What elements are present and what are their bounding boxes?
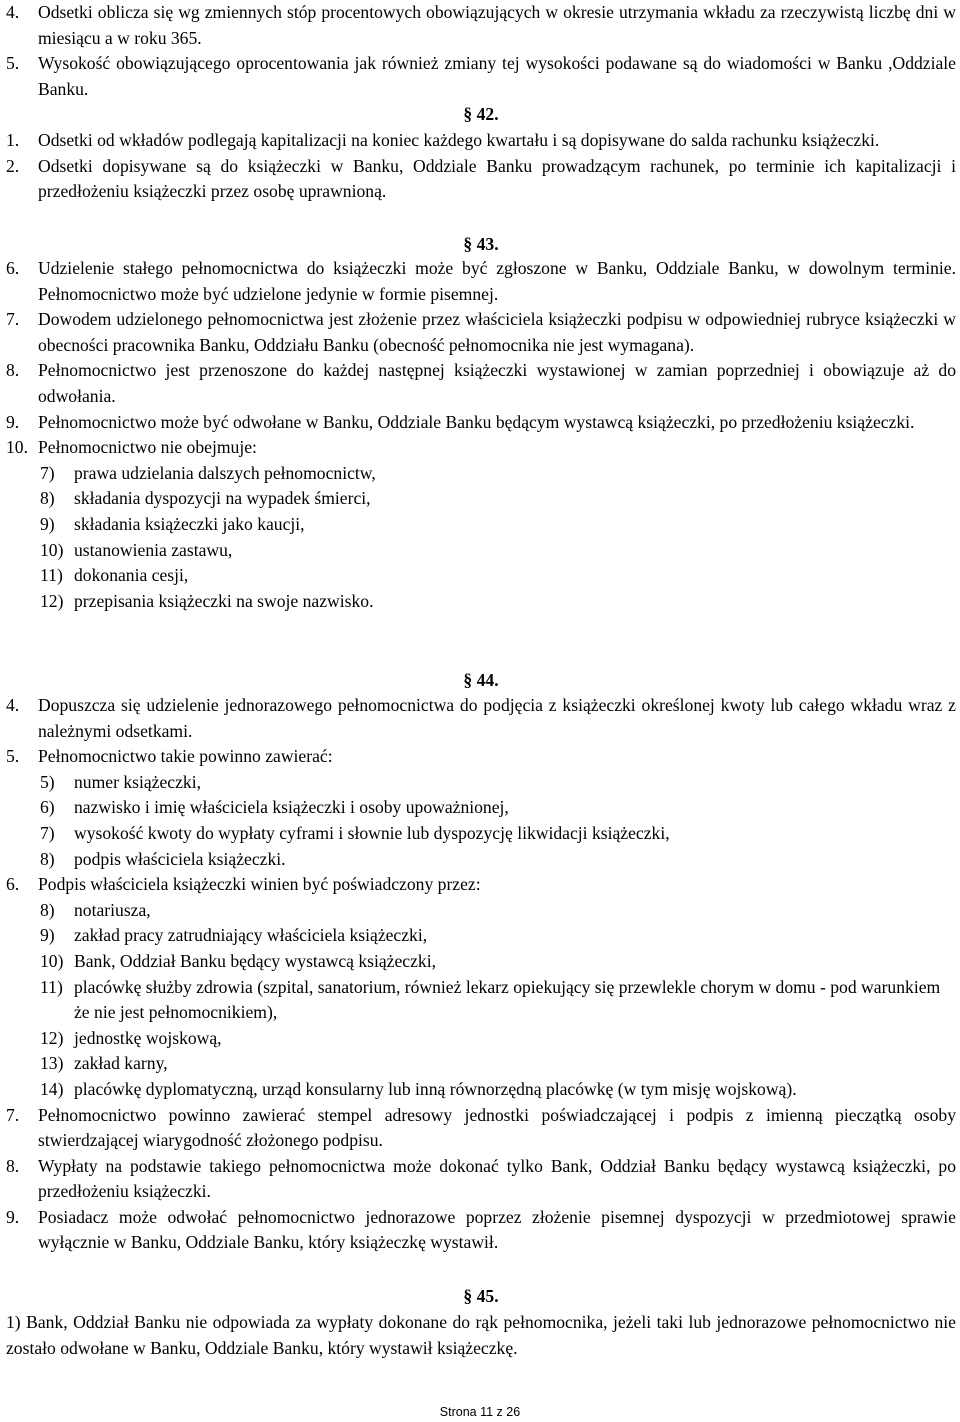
item-number: 8.: [6, 1155, 20, 1176]
paragraph-45: 1) Bank, Oddział Banku nie odpowiada za wypłaty dokonane do rąk pełnomocnika, jeżeli taki lub jednorazowe pełnomocnictwo nie zostało odwołane w Banku, Oddziale Banku, który wystawił książeczkę.: [6, 1312, 956, 1358]
list-item: [6, 1103, 956, 1154]
item-number: 4.: [6, 695, 20, 715]
list-item: [6, 154, 956, 205]
sub-list-item: [40, 563, 956, 589]
sub-item-text: dokonania cesji,: [74, 565, 189, 586]
item-text: Dopuszcza się udzielenie jednorazowego pełnomocnictwa do podjęcia z książeczki określonej kwoty lub całego wkładu wraz z należnymi odsetkami.: [38, 695, 956, 741]
list-item: [6, 1205, 956, 1256]
item-text: Odsetki dopisywane są do książeczki w Banku, Oddziale Banku prowadzącym rachunek, po terminie ich kapitalizacji i przedłożeniu książeczki przez osobę uprawnioną.: [38, 155, 956, 202]
sub-list-item: [40, 770, 956, 796]
sub-item-text: placówkę dyplomatyczną, urząd konsularny lub inną równorzędną placówkę (w tym misję wojskową).: [74, 1078, 797, 1099]
sub-item-text: placówkę służby zdrowia (szpital, sanatorium, również lekarz opiekujący się przewlekle chorym w domu - pod warunkiem że nie jest pełnomocnikiem),: [74, 976, 941, 1023]
sub-item-number: 5): [40, 771, 55, 792]
item-text: Posiadacz może odwołać pełnomocnictwo jednorazowe poprzez złożenie pisemnej dyspozycji w przedmiotowej sprawie wyłącznie w Banku, Oddziale Banku, który książeczkę wystawił.: [38, 1206, 956, 1253]
sub-item-number: 7): [40, 462, 55, 483]
sub-item-text: prawa udzielania dalszych pełnomocnictw,: [74, 462, 376, 483]
item-number: 6.: [6, 874, 20, 895]
sub-list-item: [40, 795, 956, 821]
sub-item-text: wysokość kwoty do wypłaty cyframi i słownie lub dyspozycję likwidacji książeczki,: [74, 822, 670, 843]
section-heading-44: § 44.: [463, 670, 499, 690]
item-number: 10.: [6, 437, 28, 458]
list-item: [6, 1154, 956, 1205]
item-text: Podpis właściciela książeczki winien być poświadczony przez:: [38, 874, 481, 895]
page-footer: Strona 11 z 26: [439, 1405, 521, 1419]
list-item: [6, 0, 956, 51]
list-item: [6, 358, 956, 409]
sub-item-text: składania książeczki jako kaucji,: [74, 513, 305, 534]
sub-list-item: [40, 949, 956, 975]
list-c: [6, 256, 956, 614]
sub-list-item: [40, 461, 956, 487]
item-text: Odsetki od wkładów podlegają kapitalizacji na koniec każdego kwartału i są dopisywane do salda rachunku książeczki.: [38, 130, 880, 150]
list-item: [6, 410, 956, 436]
list-item: [6, 307, 956, 358]
item-text: Pełnomocnictwo jest przenoszone do każdej następnej książeczki wystawionej w zamian poprzedniej i obowiązuje aż do odwołania.: [38, 360, 956, 406]
sub-item-number: 11): [40, 565, 63, 586]
sub-item-number: 7): [40, 822, 55, 843]
sub-item-number: 11): [40, 976, 63, 997]
item-text: Dowodem udzielonego pełnomocnictwa jest złożenie przez właściciela książeczki podpisu w odpowiedniej rubryce książeczki w obecności pracownika Banku, Oddziału Banku (obecność pełnomocnika nie jest wymagana).: [38, 309, 956, 355]
item-number: 7.: [6, 309, 20, 330]
item-text: Udzielenie stałego pełnomocnictwa do książeczki może być zgłoszone w Banku, Oddziale Banku, w dowolnym terminie. Pełnomocnictwo może być udzielone jedynie w formie pisemnej.: [38, 258, 956, 304]
list-item: [6, 693, 956, 744]
list-d: [6, 693, 956, 1256]
sub-item-number: 9): [40, 513, 55, 534]
item-number: 5.: [6, 53, 20, 74]
sub-item-text: notariusza,: [74, 899, 151, 920]
item-number: 9.: [6, 1206, 20, 1227]
list-item: [6, 435, 956, 461]
item-text: Pełnomocnictwo powinno zawierać stempel adresowy jednostki poświadczającej i podpis z imienną pieczątką osoby stwierdzającej wiarygodność złożonego podpisu.: [38, 1104, 956, 1151]
item-number: 1.: [6, 130, 20, 150]
sub-item-text: podpis właściciela książeczki.: [74, 848, 286, 869]
section-heading-45: § 45.: [463, 1286, 499, 1306]
sub-item-text: jednostkę wojskową,: [74, 1027, 222, 1048]
item-text: Pełnomocnictwo może być odwołane w Banku, Oddziale Banku będącym wystawcą książeczki, po przedłożeniu książeczki.: [38, 411, 915, 432]
item-text: Pełnomocnictwo takie powinno zawierać:: [38, 746, 333, 767]
list-b: [6, 128, 956, 205]
sub-list-item: [40, 821, 956, 847]
sub-list-item: [40, 1026, 956, 1052]
sub-item-text: składania dyspozycji na wypadek śmierci,: [74, 488, 371, 509]
sub-item-number: 8): [40, 488, 55, 509]
list-item: [6, 256, 956, 307]
sub-list-item: [40, 923, 956, 949]
list-item: [6, 872, 956, 898]
sub-item-text: nazwisko i imię właściciela książeczki i osoby upoważnionej,: [74, 797, 509, 818]
sub-item-number: 13): [40, 1053, 64, 1074]
item-text: Pełnomocnictwo nie obejmuje:: [38, 437, 257, 458]
item-number: 8.: [6, 360, 20, 381]
sub-list-item: [40, 1077, 956, 1103]
item-number: 6.: [6, 258, 20, 278]
sub-item-number: 8): [40, 848, 55, 869]
item-number: 4.: [6, 2, 20, 22]
sub-item-number: 10): [40, 539, 64, 560]
section-heading-43: § 43.: [463, 234, 499, 254]
list-a: [6, 0, 956, 102]
sub-list-item: [40, 975, 956, 1026]
item-number: 5.: [6, 746, 20, 767]
sub-item-number: 12): [40, 590, 64, 611]
sub-item-number: 14): [40, 1078, 64, 1099]
sub-item-text: Bank, Oddział Banku będący wystawcą książeczki,: [74, 950, 437, 971]
sub-list-item: [40, 589, 956, 615]
sub-item-text: numer książeczki,: [74, 771, 202, 792]
list-item: [6, 744, 956, 770]
item-number: 2.: [6, 155, 20, 176]
sub-item-number: 6): [40, 797, 55, 818]
sub-item-text: zakład pracy zatrudniający właściciela książeczki,: [74, 925, 428, 946]
sub-item-number: 9): [40, 925, 55, 946]
sub-list-item: [40, 847, 956, 873]
list-item: [6, 51, 956, 102]
sub-list-item: [40, 1051, 956, 1077]
sub-item-text: przepisania książeczki na swoje nazwisko.: [74, 590, 374, 611]
sub-item-number: 12): [40, 1027, 64, 1048]
sub-list-item: [40, 898, 956, 924]
sub-list-item: [40, 512, 956, 538]
sub-item-number: 8): [40, 899, 55, 920]
sub-item-text: zakład karny,: [74, 1053, 168, 1074]
section-heading-42: § 42.: [463, 104, 499, 124]
list-item: [6, 128, 956, 154]
sub-item-text: ustanowienia zastawu,: [74, 539, 233, 560]
item-number: 9.: [6, 411, 20, 432]
item-text: Wysokość obowiązującego oprocentowania jak również zmiany tej wysokości podawane są do wiadomości w Banku ,Oddziale Banku.: [38, 53, 956, 99]
sub-item-number: 10): [40, 950, 64, 971]
item-number: 7.: [6, 1104, 20, 1125]
item-text: Wypłaty na podstawie takiego pełnomocnictwa może dokonać tylko Bank, Oddział Banku będący wystawcą książeczki, po przedłożeniu książeczki.: [38, 1155, 956, 1202]
sub-list-item: [40, 538, 956, 564]
sub-list-item: [40, 486, 956, 512]
item-text: Odsetki oblicza się wg zmiennych stóp procentowych obowiązujących w okresie utrzymania wkładu za rzeczywistą liczbę dni w miesiącu a w roku 365.: [38, 2, 956, 48]
